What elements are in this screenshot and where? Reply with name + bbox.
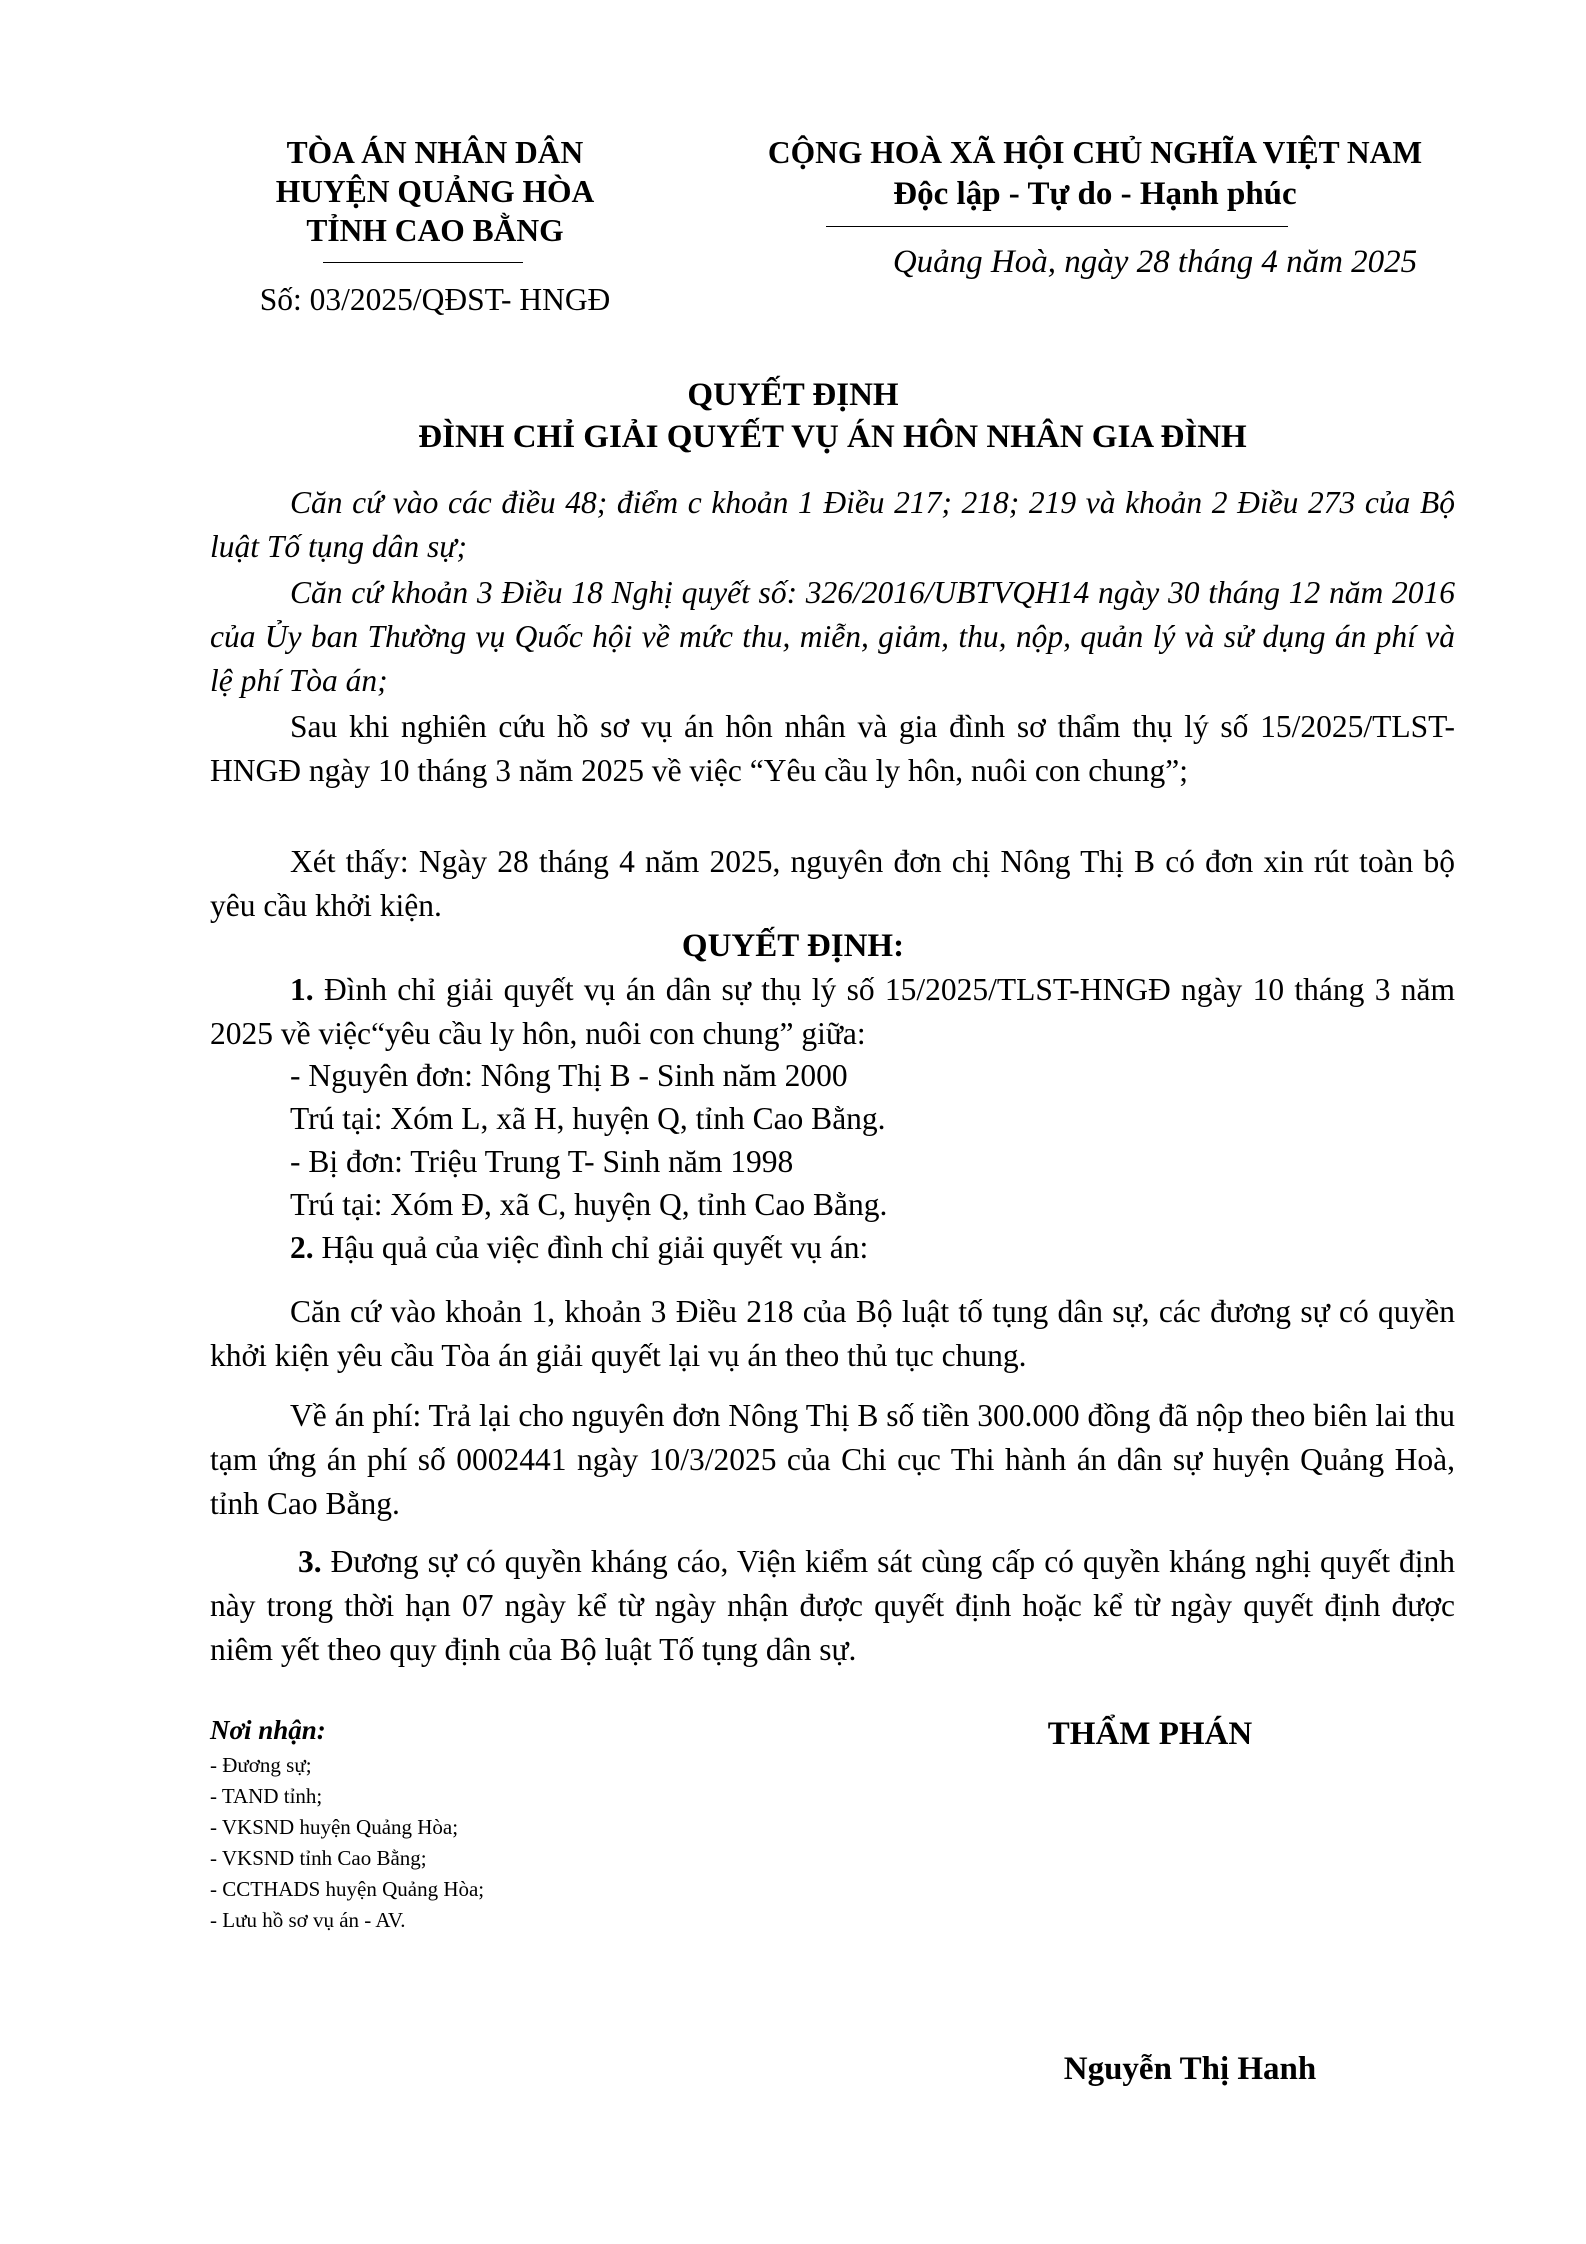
item-1-text: Đình chỉ giải quyết vụ án dân sự thụ lý số 15/2025/TLST-HNGĐ ngày 10 tháng 3 năm 2025 về việc“yêu cầu ly hôn, nuôi con chung” giữa: — [210, 972, 1455, 1051]
item-2-number: 2. — [290, 1230, 314, 1265]
recipient-item: - CCTHADS huyện Quảng Hòa; — [210, 1877, 485, 1901]
defendant-address: Trú tại: Xóm Đ, xã C, huyện Q, tỉnh Cao Bằng. — [290, 1187, 888, 1222]
court-fee-paragraph: Về án phí: Trả lại cho nguyên đơn Nông Thị B số tiền 300.000 đồng đã nộp theo biên lai thu tạm ứng án phí số 0002441 ngày 10/3/2025 của Chi cục Thi hành án dân sự huyện Quảng Hoà, tỉnh Cao Bằng. — [210, 1398, 1455, 1521]
decision-title: QUYẾT ĐỊNH — [687, 377, 899, 413]
consequence-paragraph: Căn cứ vào khoản 1, khoản 3 Điều 218 của Bộ luật tố tụng dân sự, các đương sự có quyền khởi kiện yêu cầu Tòa án giải quyết lại vụ án theo thủ tục chung. — [210, 1294, 1455, 1373]
recipient-item: - TAND tỉnh; — [210, 1784, 323, 1808]
defendant-line: - Bị đơn: Triệu Trung T- Sinh năm 1998 — [290, 1144, 794, 1179]
plaintiff-address: Trú tại: Xóm L, xã H, huyện Q, tỉnh Cao Bằng. — [290, 1101, 886, 1136]
recipient-item: - Lưu hồ sơ vụ án - AV. — [210, 1908, 406, 1932]
court-line-1: TÒA ÁN NHÂN DÂN — [286, 135, 584, 170]
plaintiff-line: - Nguyên đơn: Nông Thị B - Sinh năm 2000 — [290, 1058, 848, 1093]
legal-basis-2: Căn cứ khoản 3 Điều 18 Nghị quyết số: 326/2016/UBTVQH14 ngày 30 tháng 12 năm 2016 của Ủy ban Thường vụ Quốc hội về mức thu, miễn, giảm, thu, nộp, quản lý và sử dụng án phí và lệ phí Tòa án; — [210, 575, 1455, 698]
case-study-paragraph: Sau khi nghiên cứu hồ sơ vụ án hôn nhân và gia đình sơ thẩm thụ lý số 15/2025/TLST-HNGĐ ngày 10 tháng 3 năm 2025 về việc “Yêu cầu ly hôn, nuôi con chung”; — [210, 709, 1455, 788]
decision-heading: QUYẾT ĐỊNH: — [681, 928, 905, 964]
signer-role: THẨM PHÁN — [1047, 1716, 1253, 1752]
court-name — [210, 133, 660, 250]
court-underline — [323, 262, 523, 263]
decision-item-2 — [210, 1226, 1455, 1270]
item-3-number: 3. — [298, 1544, 322, 1579]
court-line-3: TỈNH CAO BẰNG — [306, 213, 564, 248]
item-3-text: Đương sự có quyền kháng cáo, Viện kiểm sát cùng cấp có quyền kháng nghị quyết định này trong thời hạn 07 ngày kể từ ngày nhận được quyết định hoặc kể từ ngày quyết định được niêm yết theo quy định của Bộ luật Tố tụng dân sự. — [210, 1544, 1455, 1667]
decision-subtitle: ĐÌNH CHỈ GIẢI QUYẾT VỤ ÁN HÔN NHÂN GIA ĐÌNH — [418, 419, 1247, 455]
recipient-item: - VKSND tỉnh Cao Bằng; — [210, 1846, 427, 1870]
legal-basis-1: Căn cứ vào các điều 48; điểm c khoản 1 Điều 217; 218; 219 và khoản 2 Điều 273 của Bộ luật Tố tụng dân sự; — [210, 485, 1455, 564]
decision-item-1 — [210, 968, 1455, 1056]
recipient-item: - Đương sự; — [210, 1753, 312, 1777]
item-1-number: 1. — [290, 972, 314, 1007]
recipients-heading: Nơi nhận: — [210, 1715, 326, 1745]
court-line-2: HUYỆN QUẢNG HÒA — [275, 174, 595, 209]
item-2-text: Hậu quả của việc đình chỉ giải quyết vụ án: — [313, 1230, 869, 1265]
consideration-paragraph: Xét thấy: Ngày 28 tháng 4 năm 2025, nguyên đơn chị Nông Thị B có đơn xin rút toàn bộ yêu cầu khởi kiện. — [210, 844, 1455, 923]
signer-name: Nguyễn Thị Hanh — [1063, 2051, 1317, 2087]
nation-title: CỘNG HOÀ XÃ HỘI CHỦ NGHĨA VIỆT NAM — [767, 135, 1423, 170]
decision-item-3 — [210, 1540, 1455, 1672]
national-motto: Độc lập - Tự do - Hạnh phúc — [893, 176, 1297, 212]
place-date: Quảng Hoà, ngày 28 tháng 4 năm 2025 — [892, 244, 1418, 280]
doc-number: Số: 03/2025/QĐST- HNGĐ — [259, 282, 611, 317]
motto-underline — [826, 226, 1288, 227]
recipient-item: - VKSND huyện Quảng Hòa; — [210, 1815, 459, 1839]
